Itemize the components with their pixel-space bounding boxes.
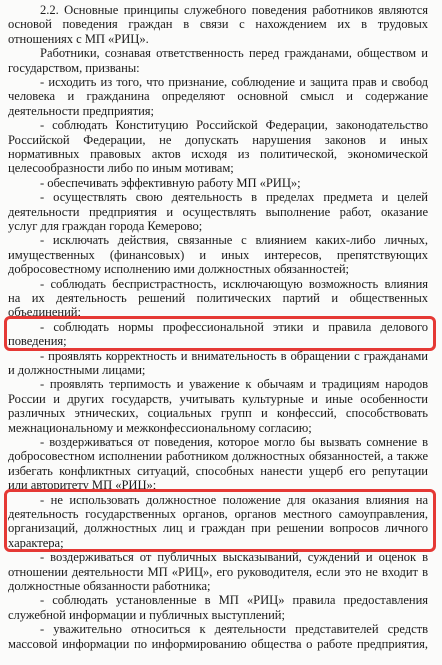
text-line: различных этнических, социальных групп и конфессий, способствовать	[8, 406, 428, 421]
text-line: добросовестному исполнению ими должностных обязанностей;	[8, 262, 350, 277]
text-line: отношениях с МП «РИЦ».	[8, 31, 149, 46]
text-line: деятельность государственных органов, органов местного самоуправления,	[8, 507, 428, 521]
text-line: и должностными лицами;	[8, 363, 146, 377]
text-line: - обеспечивать эффективную работу МП «РИЦ»;	[40, 175, 301, 190]
text-line: услуг для граждан города Кемерово;	[8, 219, 203, 233]
text-line: отношении деятельности МП «РИЦ», его руководителя, если это не входит в	[8, 564, 428, 579]
text-line: служебной информации и публичных выступлений;	[8, 607, 285, 622]
text-line: нормативных правовых актов исходя из политической, экономической	[8, 147, 428, 161]
text-line: России и других государств, учитывать культурные и иные особенности	[8, 391, 428, 406]
text-line: характера;	[8, 535, 64, 550]
text-line: 2.2. Основные принципы служебного поведения работников являются	[40, 3, 428, 17]
text-line: - не использовать должностное положение для оказания влияния на	[40, 492, 428, 507]
text-line: человека и гражданина определяют основной смысл и содержание	[8, 89, 428, 104]
text-line: целесообразности либо по иным мотивам;	[8, 161, 234, 176]
text-line: избегать конфликтных ситуаций, способных нанести ущерб его репутации	[8, 463, 428, 478]
text-line: - воздерживаться от поведения, которое могло бы вызвать сомнение в	[40, 435, 428, 449]
text-line: - воздерживаться от публичных высказываний, суждений и оценок в	[40, 550, 428, 565]
text-line: - соблюдать нормы профессиональной этики и правила делового	[40, 319, 428, 334]
text-line: - исходить из того, что признание, соблюдение и защита прав и свобод	[40, 75, 428, 89]
text-line: - исключать действия, связанные с влиянием каких-либо личных,	[40, 233, 428, 248]
text-line: - проявлять терпимость и уважение к обычаям и традициям народов	[40, 377, 428, 392]
text-line: деятельности предприятия и осуществлять выполнение работ, оказание	[8, 204, 428, 219]
text-line: массовой информации по информированию общества о работе предприятия,	[8, 636, 428, 651]
text-line: - уважительно относиться к деятельности представителей средств	[40, 622, 428, 637]
text-line: должностные обязанности работника;	[8, 579, 211, 593]
text-line: организаций, должностных лиц и граждан при решении вопросов личного	[8, 521, 428, 536]
text-line: объединений;	[8, 305, 81, 320]
text-line: - проявлять корректность и внимательность в обращении с гражданами	[40, 348, 428, 363]
text-line: деятельности предприятия;	[8, 103, 154, 118]
text-line: на их деятельность решений политических партий и общественных	[8, 291, 428, 305]
text-line: - соблюдать Конституцию Российской Федерации, законодательство	[40, 118, 428, 133]
text-line: добросовестном исполнении работником должностных обязанностей, а также	[8, 449, 428, 464]
text-line: Российской Федерации, не допускать нарушения законов и иных	[8, 132, 428, 147]
text-line: - осуществлять свою деятельность в пределах предмета и целей	[40, 190, 428, 205]
text-line: имущественных (финансовых) и иных интересов, препятствующих	[8, 247, 428, 262]
text-line: государством, призваны:	[8, 60, 140, 75]
text-line: основой поведения граждан в связи с нахождением их в трудовых	[8, 17, 428, 32]
text-line: Работники, сознавая ответственность перед гражданами, обществом и	[40, 46, 428, 61]
text-line: или авторитету МП «РИЦ»;	[8, 478, 157, 493]
text-line: - соблюдать установленные в МП «РИЦ» правила предоставления	[40, 593, 428, 608]
text-line: поведения;	[8, 334, 67, 349]
text-line: - соблюдать беспристрастность, исключающую возможность влияния	[40, 276, 428, 291]
text-line: межнациональному и межконфессиональному согласию;	[8, 420, 312, 435]
